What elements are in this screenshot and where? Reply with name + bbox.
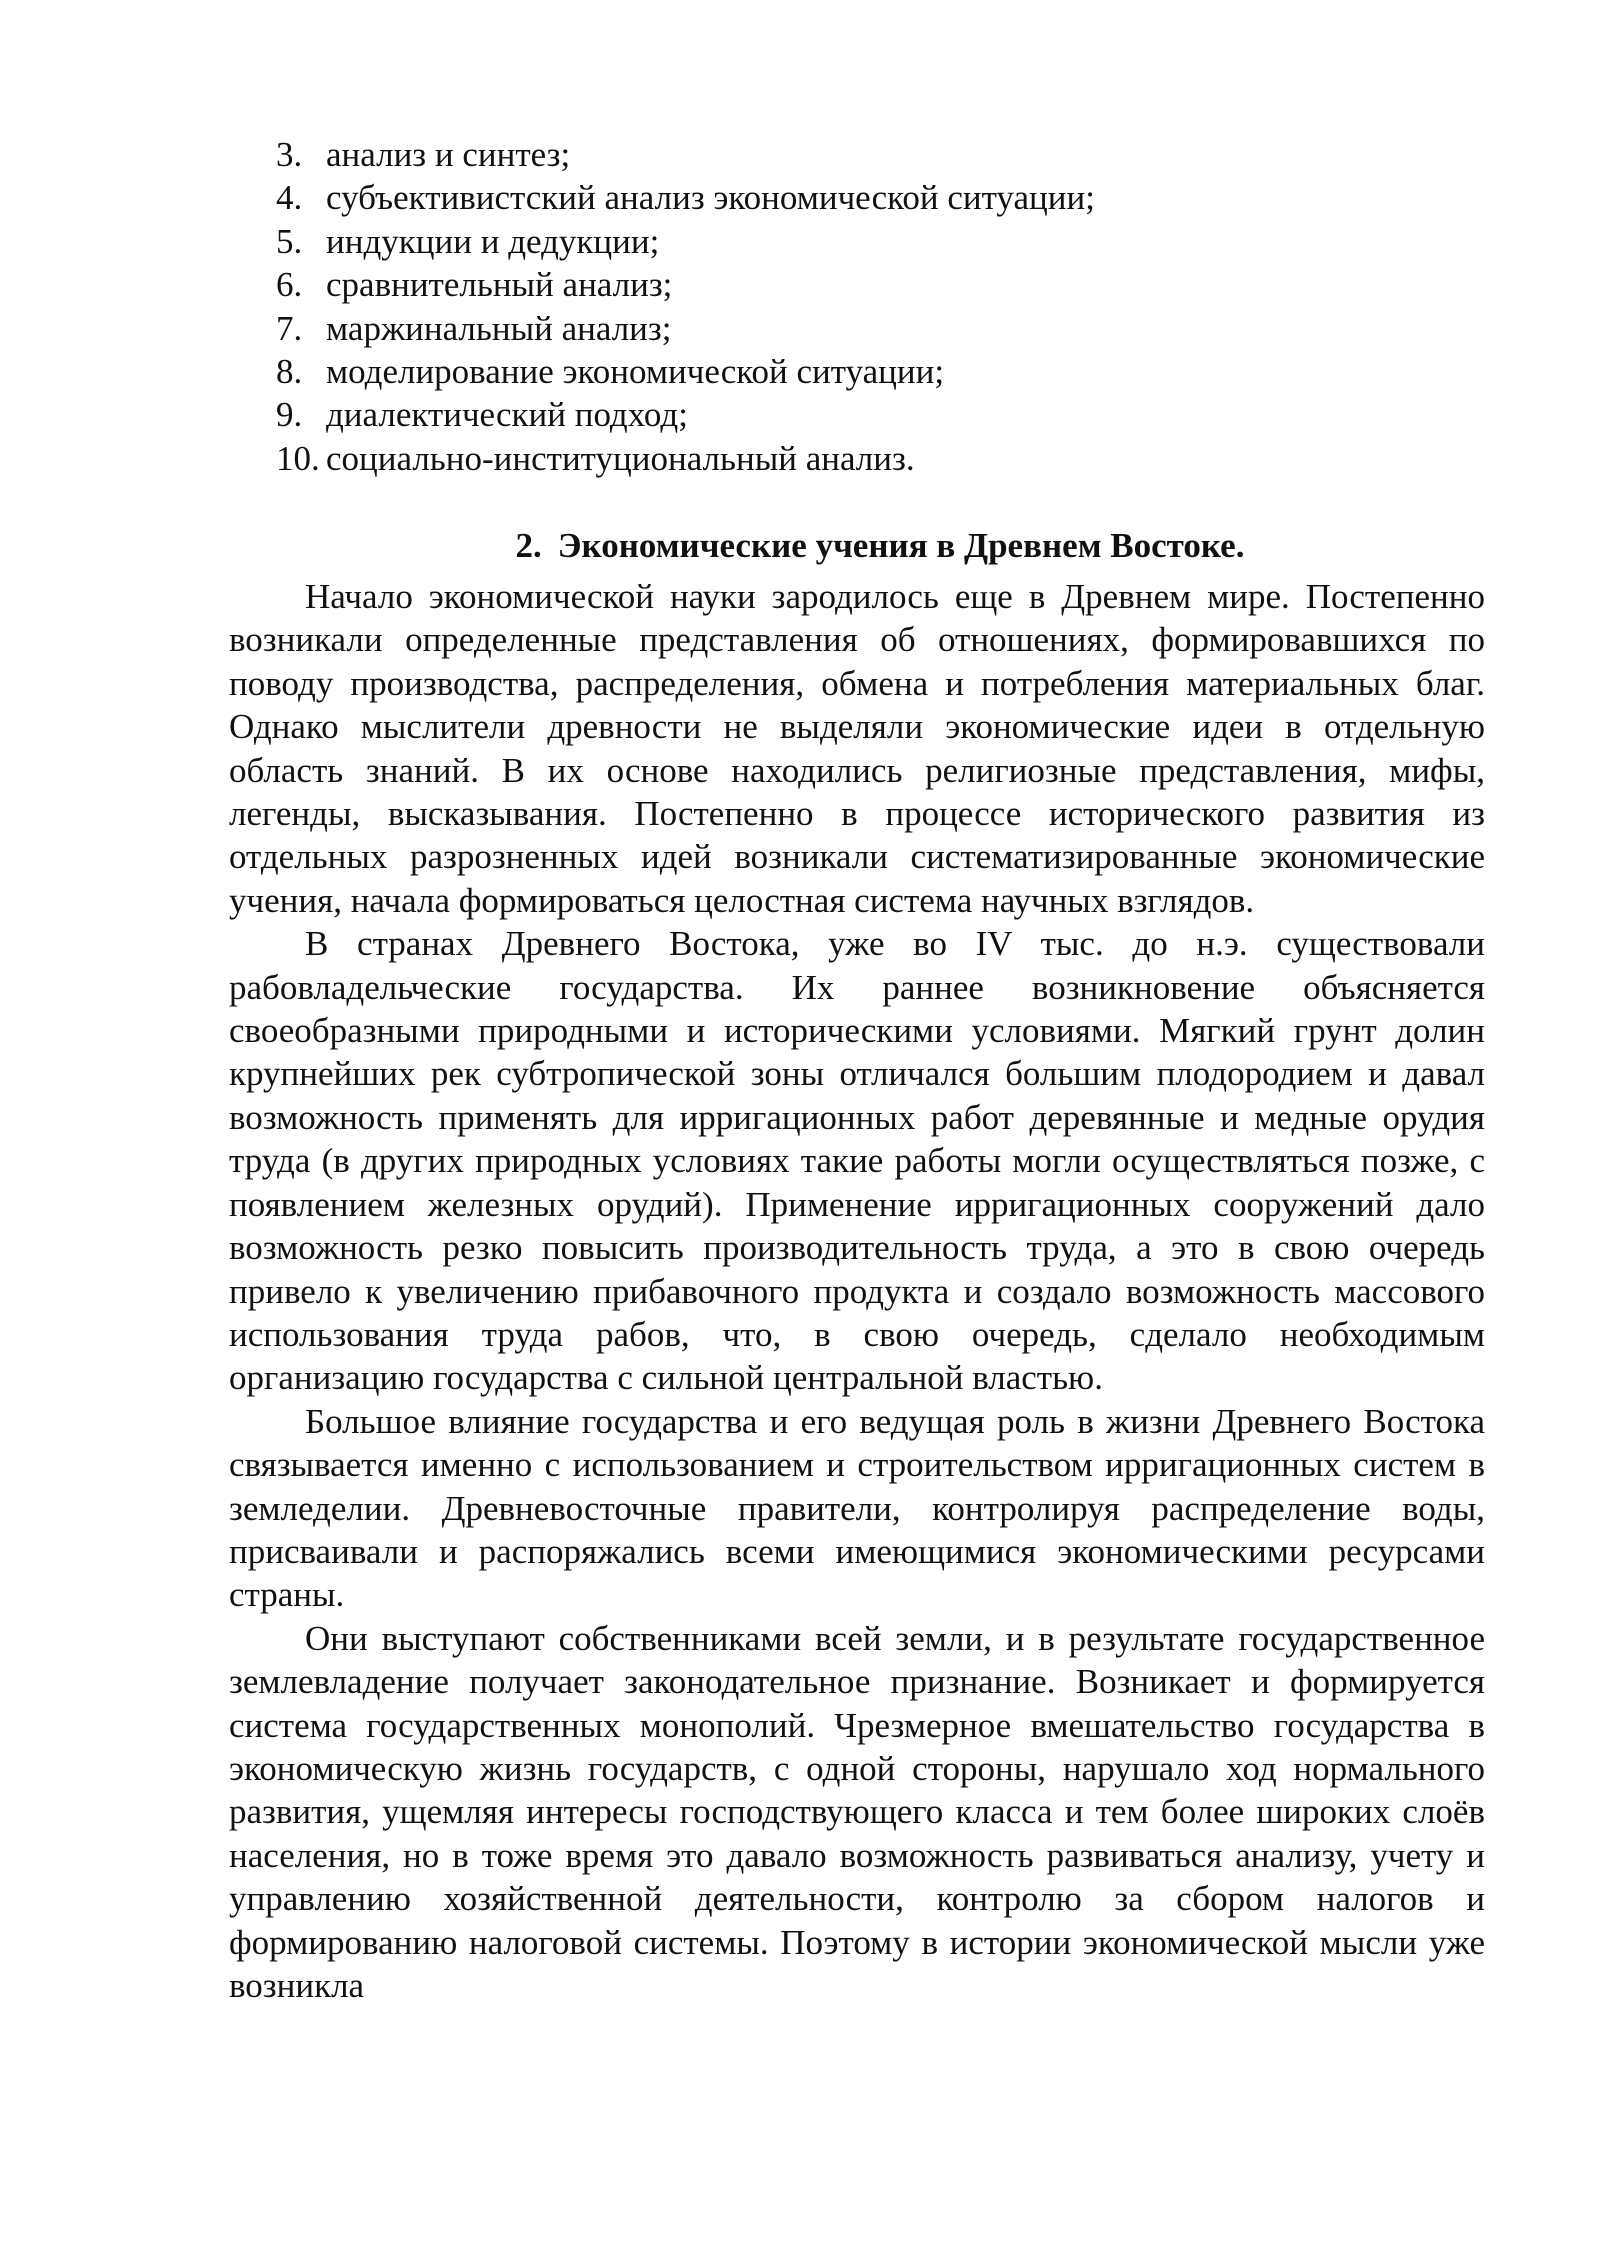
list-item-text: маржинальный анализ; xyxy=(326,308,672,348)
list-item-number: 6. xyxy=(276,265,303,305)
list-item-text: анализ и синтез; xyxy=(326,135,571,174)
list-item xyxy=(276,393,1095,436)
list-item xyxy=(276,220,1095,263)
body-text xyxy=(229,575,1485,2007)
section-heading xyxy=(0,524,1600,567)
list-item-number: 4. xyxy=(276,178,303,218)
paragraph: Начало экономической науки зародилось еще в Древнем мире. Постепенно возникали определенные представления об отношениях, формировавшихся по поводу производства, распределения, обмена и потребления материальных благ. Однако мыслители древности не выделяли экономические идеи в отдельную область знаний. В их основе находились религиозные представления, мифы, легенды, высказывания. Постепенно в процессе исторического развития из отдельных разрозненных идей возникали систематизированные экономические учения, начала формироваться целостная система научных взглядов. xyxy=(229,577,1485,920)
paragraph: Они выступают собственниками всей земли, и в результате государственное землевладение получает законодательное признание. Возникает и формируется система государственных монополий. Чрезмерное вмешательство государства в экономическую жизнь государств, с одной стороны, нарушало ход нормального развития, ущемляя интересы господствующего класса и тем более широких слоёв населения, но в тоже время это давало возможность развиваться анализу, учету и управлению хозяйственной деятельности, контролю за сбором налогов и формированию налоговой системы. Поэтому в истории экономической мысли уже возникла xyxy=(229,1618,1485,2005)
list-item xyxy=(276,350,1095,393)
section-title: Экономические учения в Древнем Востоке. xyxy=(557,526,1245,565)
list-item-number: 9. xyxy=(276,395,303,435)
list-item-text: социально-институциональный анализ. xyxy=(326,438,915,478)
list-item xyxy=(276,307,1095,350)
list-item-number: 7. xyxy=(276,308,303,348)
list-item-text: субъективистский анализ экономической ситуации; xyxy=(326,178,1095,218)
paragraph: Большое влияние государства и его ведущая роль в жизни Древнего Востока связывается именно с использованием и строительством ирригационных систем в земледелии. Древневосточные правители, контролируя распределение воды, присваивали и распоряжались всеми имеющимися экономическими ресурсами страны. xyxy=(229,1401,1485,1615)
list-item-number: 8. xyxy=(276,352,303,392)
section-number: 2. xyxy=(515,526,542,565)
list-item-text: сравнительный анализ; xyxy=(326,265,673,305)
paragraph: В странах Древнего Востока, уже во IV тыс. до н.э. существовали рабовладельческие государства. Их раннее возникновение объясняется своеобразными природными и историческими условиями. Мягкий грунт долин крупнейших рек субтропической зоны отличался большим плодородием и давал возможность применять для ирригационных работ деревянные и медные орудия труда (в других природных условиях такие работы могли осуществляться позже, с появлением железных орудий). Применение ирригационных сооружений дало возможность резко повысить производительность труда, а это в свою очередь привело к увеличению прибавочного продукта и создало возможность массового использования труда рабов, что, в свою очередь, сделало необходимым организацию государства с сильной центральной властью. xyxy=(229,924,1485,1398)
list-item-text: моделирование экономической ситуации; xyxy=(326,352,945,392)
list-item xyxy=(276,133,1095,176)
list-item xyxy=(276,176,1095,219)
list-item-text: индукции и дедукции; xyxy=(326,221,660,261)
list-item-number: 3. xyxy=(276,135,303,174)
list-item-text: диалектический подход; xyxy=(326,395,688,435)
list-item-number: 5. xyxy=(276,221,303,261)
list-item-number: 10. xyxy=(276,438,320,478)
list-item xyxy=(276,437,1095,480)
methods-list xyxy=(276,133,1095,480)
list-item xyxy=(276,263,1095,306)
